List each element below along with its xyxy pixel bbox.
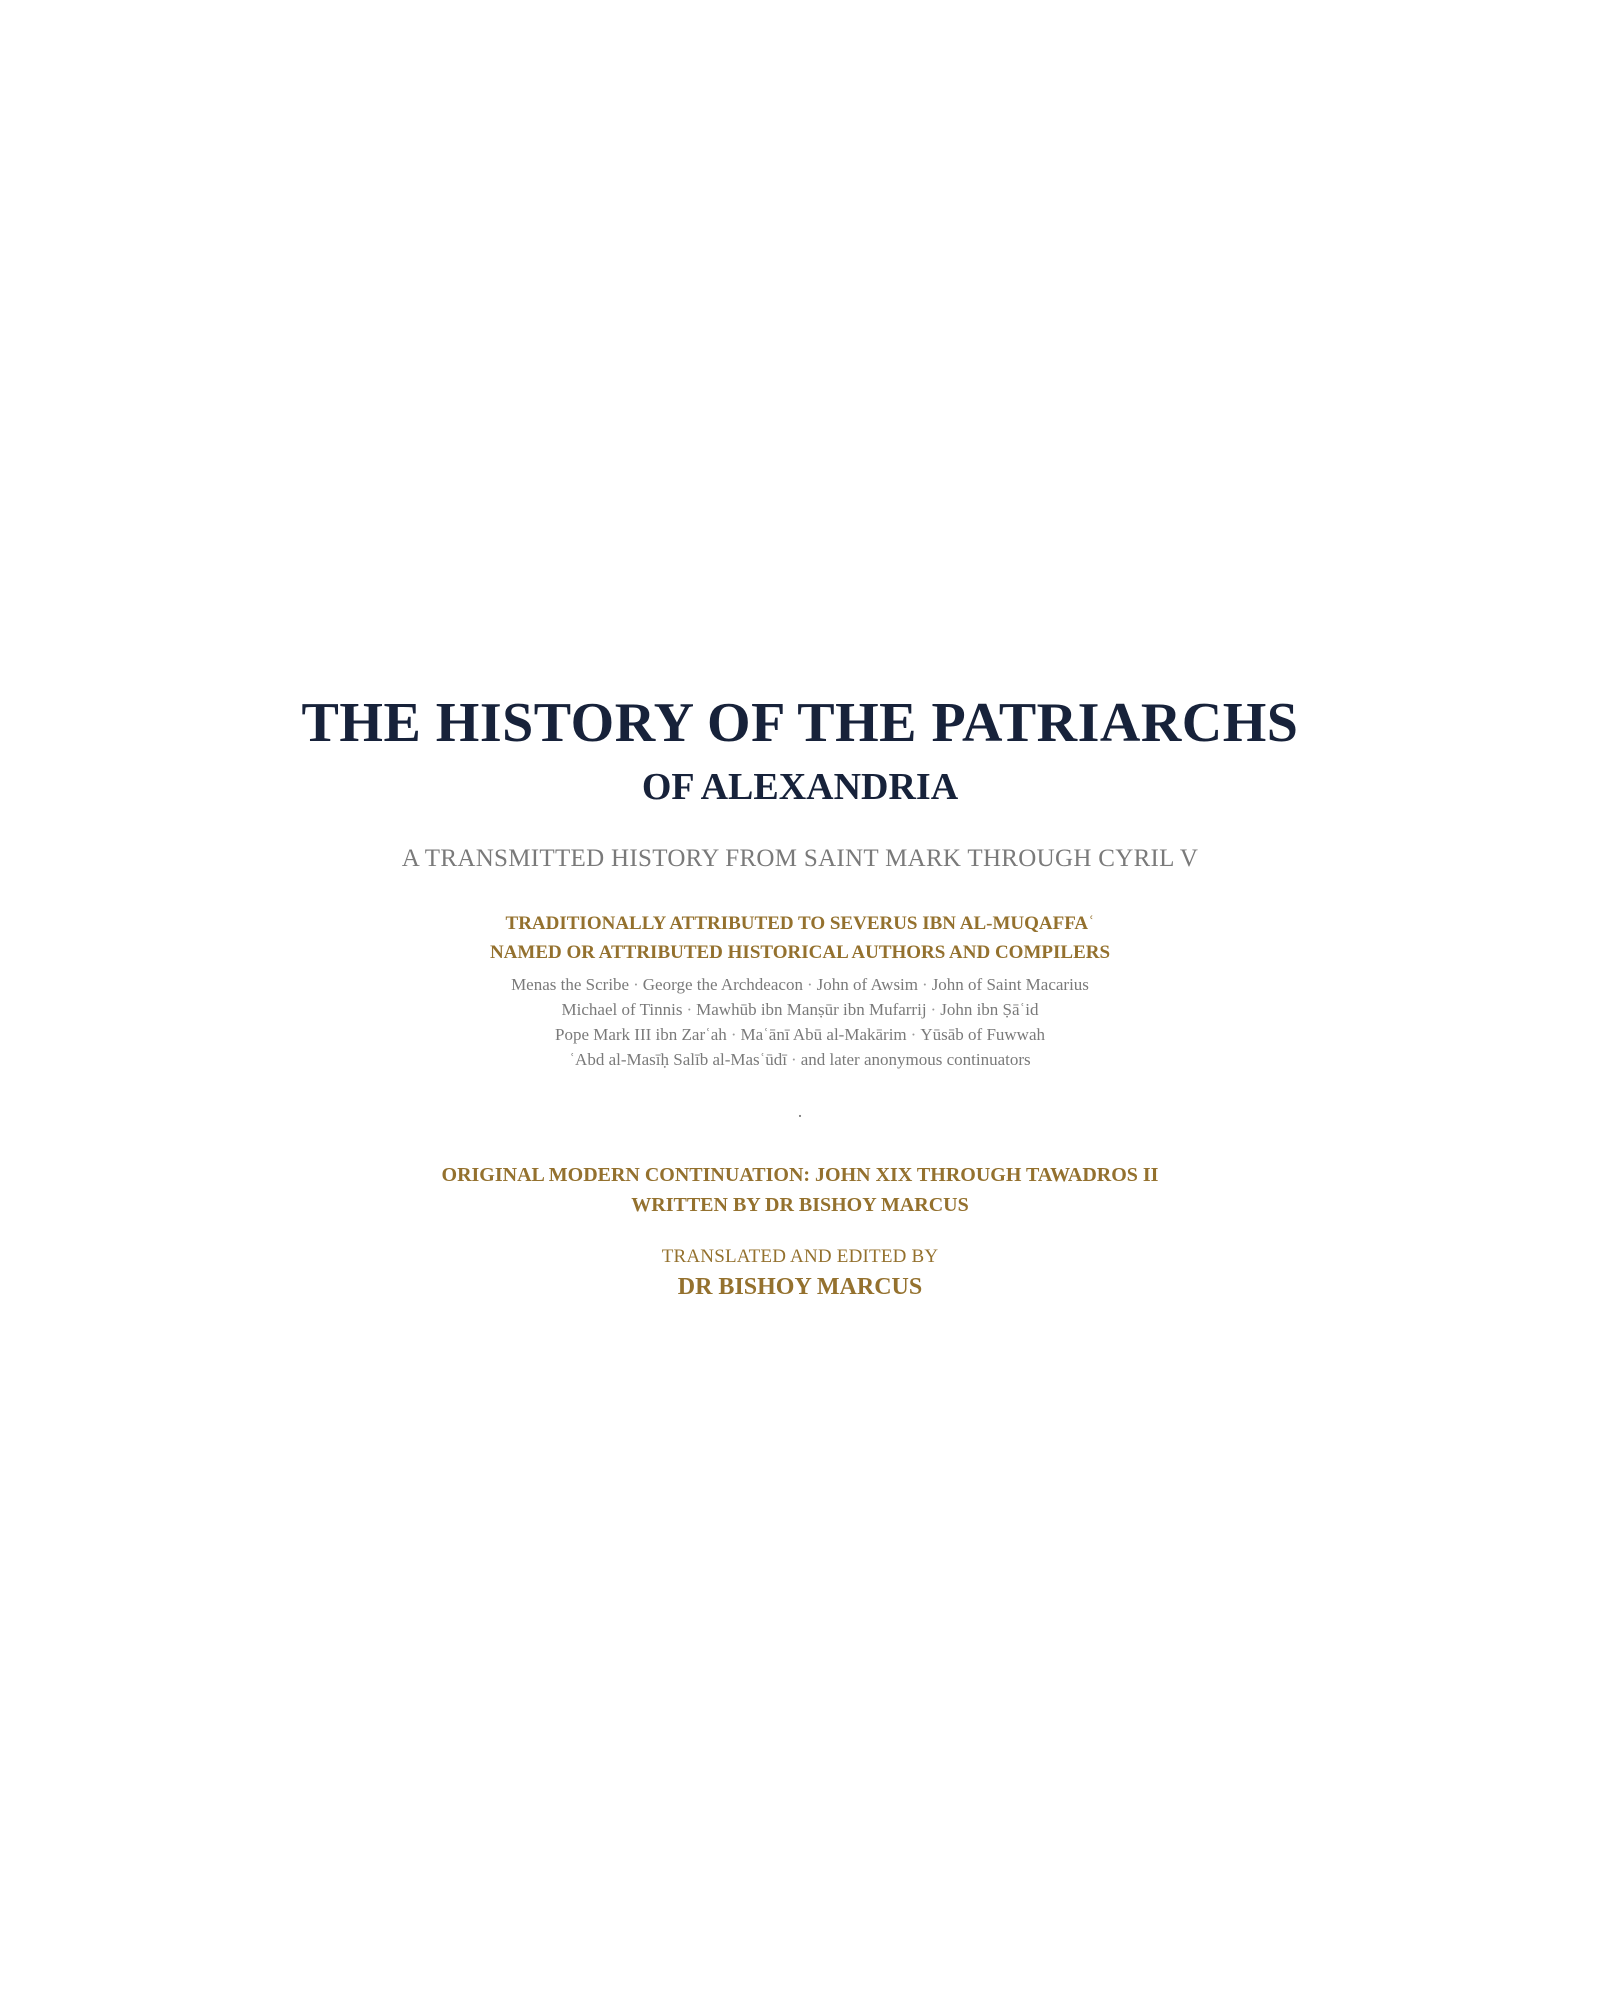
author-name: John of Saint Macarius (931, 975, 1089, 994)
separator: · (730, 1025, 737, 1044)
separator: · (910, 1025, 917, 1044)
separator: · (633, 975, 639, 994)
book-subtitle: A TRANSMITTED HISTORY FROM SAINT MARK THROUGH CYRIL V (401, 845, 1199, 872)
traditional-attribution: TRADITIONALLY ATTRIBUTED TO SEVERUS IBN AL-MUQAFFAʿ (505, 913, 1095, 934)
author-line (0, 972, 1600, 997)
translator-label: TRANSLATED AND EDITED BY (661, 1246, 939, 1267)
section-divider: . (797, 1101, 803, 1121)
author-name: John ibn Ṣāʿid (940, 1000, 1039, 1019)
author-name: Michael of Tinnis (561, 1000, 683, 1019)
authors-list (0, 972, 1600, 1072)
author-name: Yūsāb of Fuwwah (920, 1025, 1045, 1044)
book-title-sub: OF ALEXANDRIA (641, 766, 959, 808)
author-name: George the Archdeacon (642, 975, 803, 994)
separator: · (922, 975, 928, 994)
author-line (0, 997, 1600, 1022)
separator: · (791, 1050, 797, 1069)
separator: · (930, 1000, 937, 1019)
translator-name: DR BISHOY MARCUS (677, 1274, 923, 1300)
author-name: Mawhūb ibn Manṣūr ibn Mufarrij (696, 1000, 927, 1019)
continuation-line: ORIGINAL MODERN CONTINUATION: JOHN XIX THROUGH TAWADROS II (441, 1164, 1159, 1186)
authors-heading: NAMED OR ATTRIBUTED HISTORICAL AUTHORS AND COMPILERS (489, 942, 1111, 963)
book-title: THE HISTORY OF THE PATRIARCHS (301, 692, 1299, 754)
author-name: John of Awsim (816, 975, 919, 994)
separator: · (686, 1000, 693, 1019)
separator: · (806, 975, 813, 994)
author-line (0, 1022, 1600, 1047)
author-name: ʿAbd al-Masīḥ Salīb al-Masʿūdī (569, 1050, 788, 1069)
author-name: Menas the Scribe (511, 975, 630, 994)
author-line (0, 1047, 1600, 1072)
continuation-author: WRITTEN BY DR BISHOY MARCUS (631, 1194, 969, 1216)
author-name: and later anonymous continuators (800, 1050, 1031, 1069)
author-name: Maʿānī Abū al-Makārim (740, 1025, 907, 1044)
author-name: Pope Mark III ibn Zarʿah (554, 1025, 727, 1044)
